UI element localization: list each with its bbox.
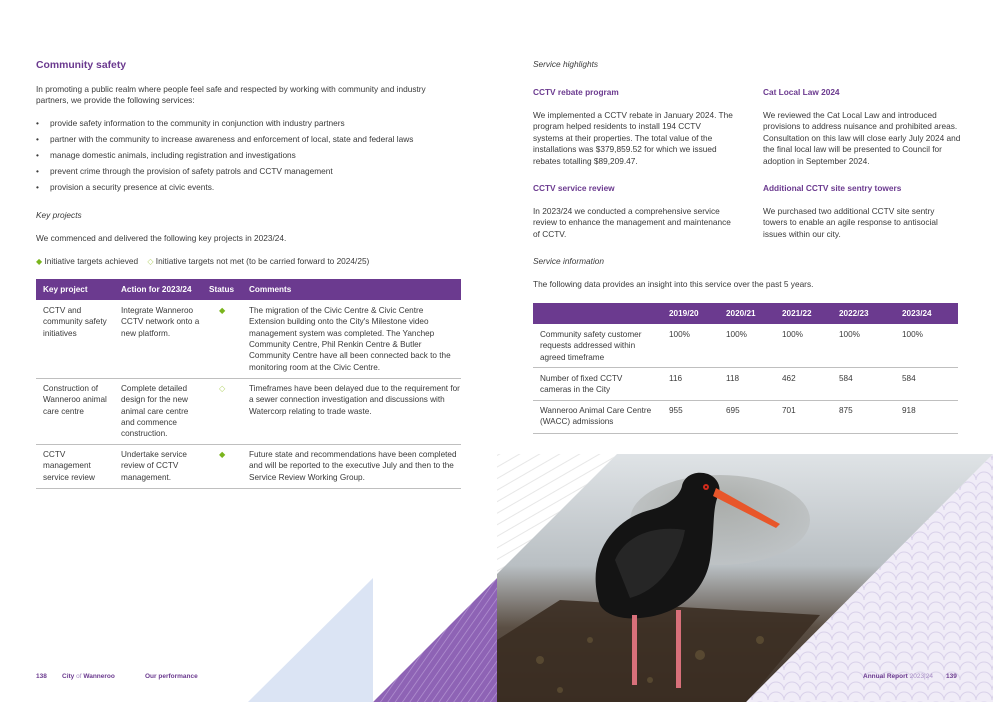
left-page-number: 138: [36, 673, 47, 680]
status-achieved-icon: ◆: [219, 450, 226, 459]
year-header: 2022/23: [839, 309, 869, 318]
status-not-met-icon: ◇: [219, 384, 226, 393]
year-header: 2020/21: [726, 309, 756, 318]
header-comments: Comments: [249, 285, 292, 294]
table-cell: 100%: [669, 330, 690, 339]
highlight-title: Additional CCTV site sentry towers: [763, 183, 902, 193]
legend-achieved: Initiative targets achieved: [44, 256, 139, 266]
cell-project: Construction of Wanneroo animal care centre: [43, 384, 107, 416]
table-cell: 701: [782, 406, 796, 415]
table-cell: 462: [782, 374, 796, 383]
year-header: 2023/24: [902, 309, 932, 318]
row-label: Number of fixed CCTV cameras in the City: [540, 374, 623, 395]
bird-leg: [632, 615, 637, 685]
highlight-title: CCTV service review: [533, 183, 615, 193]
highlight-title: Cat Local Law 2024: [763, 87, 840, 97]
year-header: 2021/22: [782, 309, 812, 318]
annual-report-label: Annual Report 2023|24: [863, 673, 933, 680]
section-name: Our performance: [145, 673, 198, 680]
table-cell: 955: [669, 406, 683, 415]
service-information-intro: The following data provides an insight into this service over the past 5 years.: [533, 279, 814, 289]
table-cell: 118: [726, 374, 740, 383]
list-item: • provision a security presence at civic events.: [36, 182, 461, 193]
header-action: Action for 2023/24: [121, 285, 192, 294]
table-cell: 100%: [902, 330, 923, 339]
key-projects-intro: We commenced and delivered the following key projects in 2023/24.: [36, 233, 287, 243]
bird-leg: [676, 610, 681, 688]
header-key-project: Key project: [43, 285, 88, 294]
cell-project: CCTV management service review: [43, 450, 95, 482]
intro-paragraph: In promoting a public realm where people feel safe and respected by working with community and industry partners, we provide the following services:: [36, 84, 426, 106]
blue-triangle-shape: [248, 578, 373, 702]
highlight-text: We reviewed the Cat Local Law and introduced provisions to address nuisance and prohibited areas. Consultation on this law will close early July 2024 and the final local law will be presented to Council for adoption in September 2024.: [763, 110, 961, 166]
highlight-text: We purchased two additional CCTV site sentry towers to enable an agile response to antisocial issues within our city.: [763, 206, 938, 239]
legend-not-met: Initiative targets not met (to be carried forward to 2024/25): [155, 256, 370, 266]
row-label: Community safety customer requests addressed within agreed timeframe: [540, 330, 642, 362]
table-cell: 584: [902, 374, 916, 383]
purple-hatch-shape: [373, 578, 497, 702]
achieved-diamond-icon: ◆: [36, 257, 43, 266]
header-status: Status: [209, 285, 235, 294]
table-cell: 100%: [726, 330, 747, 339]
list-item: • partner with the community to increase awareness and enforcement of local, state and federal laws: [36, 134, 461, 145]
cell-comments: The migration of the Civic Centre & Civic Centre Extension building onto the City's Milestone video management system was completed. The Yanchep Community Centre, Phil Renkin Centre & Butler Community Centre have all been connected back to the monitoring room at the Civic Centre.: [249, 306, 451, 372]
cell-action: Integrate Wanneroo CCTV network onto a new platform.: [121, 306, 200, 338]
highlight-text: In 2023/24 we conducted a comprehensive service review to enhance the management and maintenance of CCTV.: [533, 206, 731, 239]
year-header: 2019/20: [669, 309, 699, 318]
right-page-number: 139: [946, 673, 957, 680]
cell-comments: Timeframes have been delayed due to the requirement for a sewer connection investigation and discussions with Watercorp relating to trade waste.: [249, 384, 460, 416]
key-projects-heading: Key projects: [36, 210, 82, 220]
table-cell: 584: [839, 374, 853, 383]
highlight-text: We implemented a CCTV rebate in January 2024. The program helped residents to install 194 CCTV systems at their properties. The total value of the installations was $379,859.52 for which we issued rebates totalling $89,209.47.: [533, 110, 733, 166]
table-cell: 875: [839, 406, 853, 415]
table-cell: 918: [902, 406, 916, 415]
cell-comments: Future state and recommendations have been completed and will be reported to the executive July and then to the Service Review Working Group.: [249, 450, 457, 482]
status-achieved-icon: ◆: [219, 306, 226, 315]
row-label: Wanneroo Animal Care Centre (WACC) admissions: [540, 406, 652, 427]
highlight-title: CCTV rebate program: [533, 87, 619, 97]
table-cell: 116: [669, 374, 683, 383]
cell-action: Complete detailed design for the new animal care centre and commence construction.: [121, 384, 189, 439]
service-information-heading: Service information: [533, 256, 605, 266]
page-title: Community safety: [36, 60, 127, 71]
list-item: • manage domestic animals, including registration and investigations: [36, 150, 461, 161]
cell-project: CCTV and community safety initiatives: [43, 306, 107, 338]
not-met-diamond-icon: ◇: [147, 257, 154, 266]
table-cell: 695: [726, 406, 740, 415]
service-highlights-heading: Service highlights: [533, 59, 599, 69]
list-item: • prevent crime through the provision of safety patrols and CCTV management: [36, 166, 461, 177]
cell-action: Undertake service review of CCTV management.: [121, 450, 187, 482]
city-of-wanneroo: City of Wanneroo: [62, 673, 115, 680]
table-cell: 100%: [782, 330, 803, 339]
table-cell: 100%: [839, 330, 860, 339]
list-item: • provide safety information to the community in conjunction with industry partners: [36, 118, 461, 129]
